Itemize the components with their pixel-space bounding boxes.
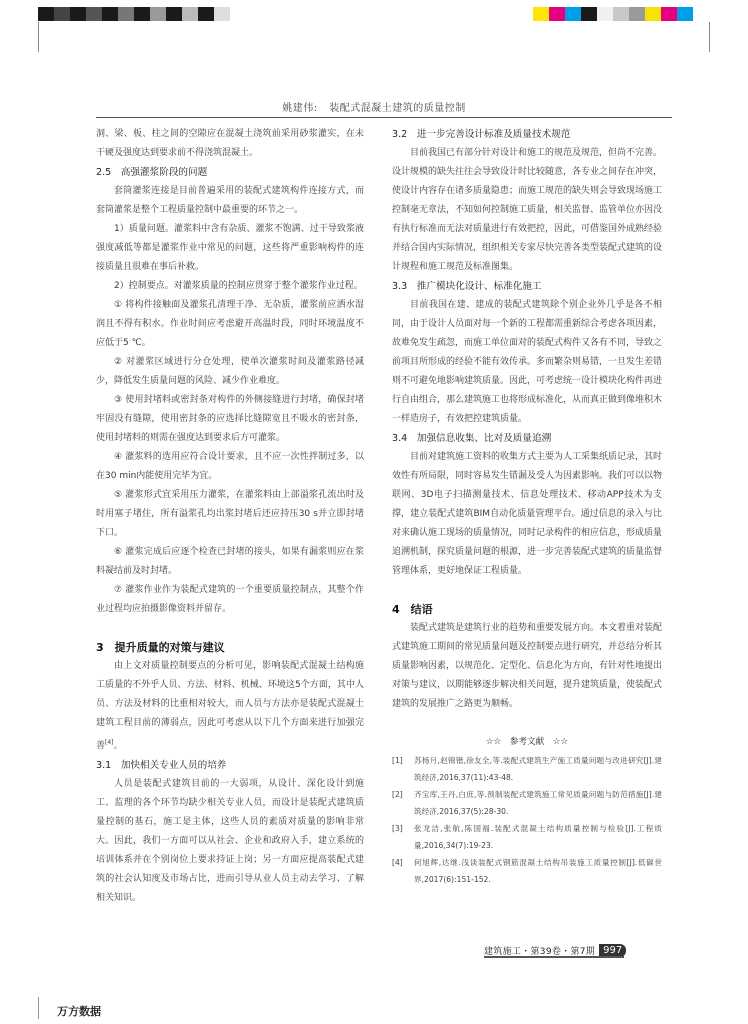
- paragraph: [96, 657, 364, 756]
- registration-swatch: [102, 7, 118, 21]
- registration-swatch: [214, 7, 230, 21]
- section-heading-3-2: 3.2 进一步完善设计标准及质量技术规范: [392, 129, 571, 140]
- reference-number: [4]: [392, 858, 403, 867]
- reference-number: [1]: [392, 756, 403, 765]
- color-swatch: [645, 7, 661, 21]
- reference-text: 苏杨月,赵锦锴,徐友全,等.装配式建筑生产施工质量问题与改进研究[J].建筑经济,2016,37(11):43-48.: [414, 756, 662, 782]
- crop-mark-left: [38, 22, 39, 52]
- paragraph: ② 对灌浆区域进行分仓处理，使单次灌浆时间及灌浆路径减少，降低发生质量问题的风险、减少作业难度。: [96, 357, 364, 386]
- section-heading-3: 3 提升质量的对策与建议: [96, 641, 225, 654]
- right-column: [392, 125, 662, 888]
- registration-swatch: [166, 7, 182, 21]
- reference-item: [392, 854, 662, 888]
- registration-swatch: [198, 7, 214, 21]
- reference-item: [392, 786, 662, 820]
- paragraph: ⑥ 灌浆完成后应逐个检查已封堵的接头，如果有漏浆则应在浆料凝结前及时封堵。: [96, 547, 364, 576]
- color-swatch: [613, 7, 629, 21]
- registration-mark-strip: [38, 7, 230, 21]
- paragraph: 人员是装配式建筑目前的一大弱项，从设计、深化设计到施工、监理的各个环节均缺少相关专业人员，而设计是装配式建筑质量控制的基石，施工是主体，这些人员的素质对质量的影响非常大。因此，我们一方面可以从社会、企业和政府入手，建立系统的培训体系并在个别岗位上要求持证上岗；另一方面应提高装配式建筑的社会认知度及市场占比，进而引导从业人员主动去学习、了解相关知识。: [96, 779, 364, 903]
- registration-swatch: [70, 7, 86, 21]
- reference-number: [3]: [392, 824, 403, 833]
- header-rule: [96, 117, 672, 118]
- color-swatch: [661, 7, 677, 21]
- reference-number: [2]: [392, 790, 403, 799]
- page-footer: [484, 942, 674, 958]
- page-number: 997: [599, 944, 626, 957]
- registration-swatch: [134, 7, 150, 21]
- paragraph: 目前我国已有部分针对设计和施工的规范及规范，但尚不完善。设计规模的缺失往往会导致设计时比较随意，各专业之间存在冲突，使设计内容存在诸多质量隐患；而施工规范的缺失则会导致现场施工控制毫无章法，不知如何控制施工质量，相关监督、监管单位亦因没有执行标准而无法对质量进行有效把控，因此，可借鉴国外成熟经验并结合国内实际情况，组织相关专家尽快完善各类型装配式建筑的设计规程和施工规范及标准图集。: [392, 148, 663, 272]
- header-title: 装配式混凝土建筑的质量控制: [329, 103, 466, 114]
- registration-swatch: [118, 7, 134, 21]
- paragraph: 目前对建筑施工资料的收集方式主要为人工采集纸质记录，其时效性有所局限，同时容易发生错漏及受人为因素影响。我们可以以物联网、3D电子扫描测量技术、信息处理技术、移动APP技术为支撑，建立装配式建筑BIM自动化质量管理平台。通过信息的录入与比对来确认施工现场的质量情况，同时记录构件的相应信息，形成质量追溯机制，探究质量问题的根源，进一步完善装配式建筑的质量监督管理体系，更好地保证工程质量。: [392, 452, 663, 576]
- color-swatch: [581, 7, 597, 21]
- crop-mark-bottom: [38, 997, 39, 1019]
- color-swatch: [549, 7, 565, 21]
- paragraph: ③ 使用封堵料或密封条对构件的外侧接缝进行封堵，确保封堵牢固没有缝隙，使用密封条的应选择比缝隙宽且不吸水的密封条，使用封堵料的则需在强度达到要求后方可灌浆。: [96, 395, 364, 443]
- crop-mark-right: [709, 22, 710, 52]
- reference-list: [392, 752, 662, 888]
- color-swatch: [597, 7, 613, 21]
- paragraph: ① 将构件接触面及灌浆孔清理干净、无杂质，灌浆前应洒水湿润且不得有积水。作业时间应考虑避开高温时段，同时环境温度不应低于5 ℃。: [96, 300, 364, 348]
- header-author: 姚建伟:: [282, 103, 318, 114]
- reference-text: 何旭辉,达继.浅谈装配式钢筋混凝土结构吊装施工质量控制[J].低碳世界,2017(6):151-152.: [414, 858, 662, 884]
- registration-swatch: [38, 7, 54, 21]
- paragraph: 装配式建筑是建筑行业的趋势和重要发展方向。本文着重对装配式建筑施工期间的常见质量问题及控制要点进行研究，并总结分析其质量影响因素，以规范化、定型化、信息化为方向，有针对性地提出对策与建议，以期能够逐步解决相关问题，提升建筑质量，使装配式建筑的发展推广之路更为顺畅。: [392, 623, 663, 709]
- color-swatch: [629, 7, 645, 21]
- reference-item: [392, 820, 662, 854]
- reference-item: [392, 752, 662, 786]
- paragraph: 目前我国在建、建成的装配式建筑除个别企业外几乎是各不相同，由于设计人员面对每一个新的工程都需重新综合考虑各项因素，故难免发生疏忽，而施工单位面对的装配式构件又各有不同，导致之前项目所形成的经验不能有效传承。多而繁杂则易错，一旦发生差错则不可避免地影响建筑质量。因此，可考虑统一设计模块化构件再进行自由组合，那么建筑施工也将形成标准化，从而真正做到像堆积木一样造房子，有效把控建筑质量。: [392, 300, 663, 424]
- color-swatch: [565, 7, 581, 21]
- color-swatch: [677, 7, 693, 21]
- paragraph: 1）质量问题。灌浆料中含有杂质、灌浆不饱满、过干导致浆液强度减低等都是灌浆作业中常见的问题，这些将严重影响构件的连接质量且很难在事后补救。: [96, 224, 364, 272]
- paragraph-end: 。: [113, 741, 123, 751]
- reference-text: 张龙洁,张航,陈国福.装配式混凝土结构质量控制与检验[J].工程质量,2016,34(7):19-23.: [414, 824, 662, 850]
- registration-swatch: [150, 7, 166, 21]
- citation: [4]: [105, 739, 114, 746]
- running-header: [0, 99, 748, 114]
- registration-swatch: [182, 7, 198, 21]
- section-heading-4: 4 结语: [392, 603, 433, 616]
- paragraph: 2）控制要点。对灌浆质量的控制应贯穿于整个灌浆作业过程。: [114, 281, 363, 291]
- paragraph: 洞、梁、板、柱之间的空隙应在混凝土浇筑前采用砂浆灌实，在未干硬及强度达到要求前不得浇筑混凝土。: [96, 129, 364, 158]
- paragraph: 套筒灌浆连接是目前普遍采用的装配式建筑构件连接方式，而套筒灌浆是整个工程质量控制中最重要的环节之一。: [96, 186, 364, 215]
- registration-swatch: [86, 7, 102, 21]
- watermark-text: 万方数据: [57, 1005, 101, 1018]
- reference-text: 齐宝库,王丹,白庶,等.预制装配式建筑施工常见质量问题与防范措施[J].建筑经济,2016,37(5):28-30.: [414, 790, 662, 816]
- footer-journal: 建筑施工・第39卷・第7期: [484, 946, 596, 957]
- paragraph: ⑤ 灌浆形式宜采用压力灌浆，在灌浆料由上部溢浆孔流出时及时用塞子堵住，所有溢浆孔均出浆封堵后还应持压30 s并立即封堵下口。: [96, 490, 364, 538]
- paragraph-text: 由上文对质量控制要点的分析可见，影响装配式混凝土结构施工质量的不外乎人员、方法、材料、机械、环境这5个方面，其中人员、方法及材料的比重相对较大，而人员与方法亦是装配式混凝土建筑工程目前的薄弱点，因此可考虑从以下几个方面来进行加强完善: [96, 661, 364, 751]
- color-swatch: [533, 7, 549, 21]
- section-heading-3-3: 3.3 推广模块化设计、标准化施工: [392, 281, 542, 292]
- section-heading-3-4: 3.4 加强信息收集、比对及质量追溯: [392, 433, 552, 444]
- registration-swatch: [54, 7, 70, 21]
- paragraph: ④ 灌浆料的选用应符合设计要求，且不应一次性拌制过多，以在30 min内能使用完毕为宜。: [96, 452, 364, 481]
- section-heading-2-5: 2.5 高强灌浆阶段的问题: [96, 167, 208, 178]
- references-title: ☆☆ 参考文献 ☆☆: [485, 737, 569, 747]
- left-column: [96, 125, 364, 908]
- footer-rule: [484, 956, 624, 958]
- color-bar-strip: [533, 7, 693, 21]
- section-heading-3-1: 3.1 加快相关专业人员的培养: [96, 760, 227, 771]
- paragraph: ⑦ 灌浆作业作为装配式建筑的一个重要质量控制点，其整个作业过程均应拍摄影像资料并留存。: [96, 585, 364, 614]
